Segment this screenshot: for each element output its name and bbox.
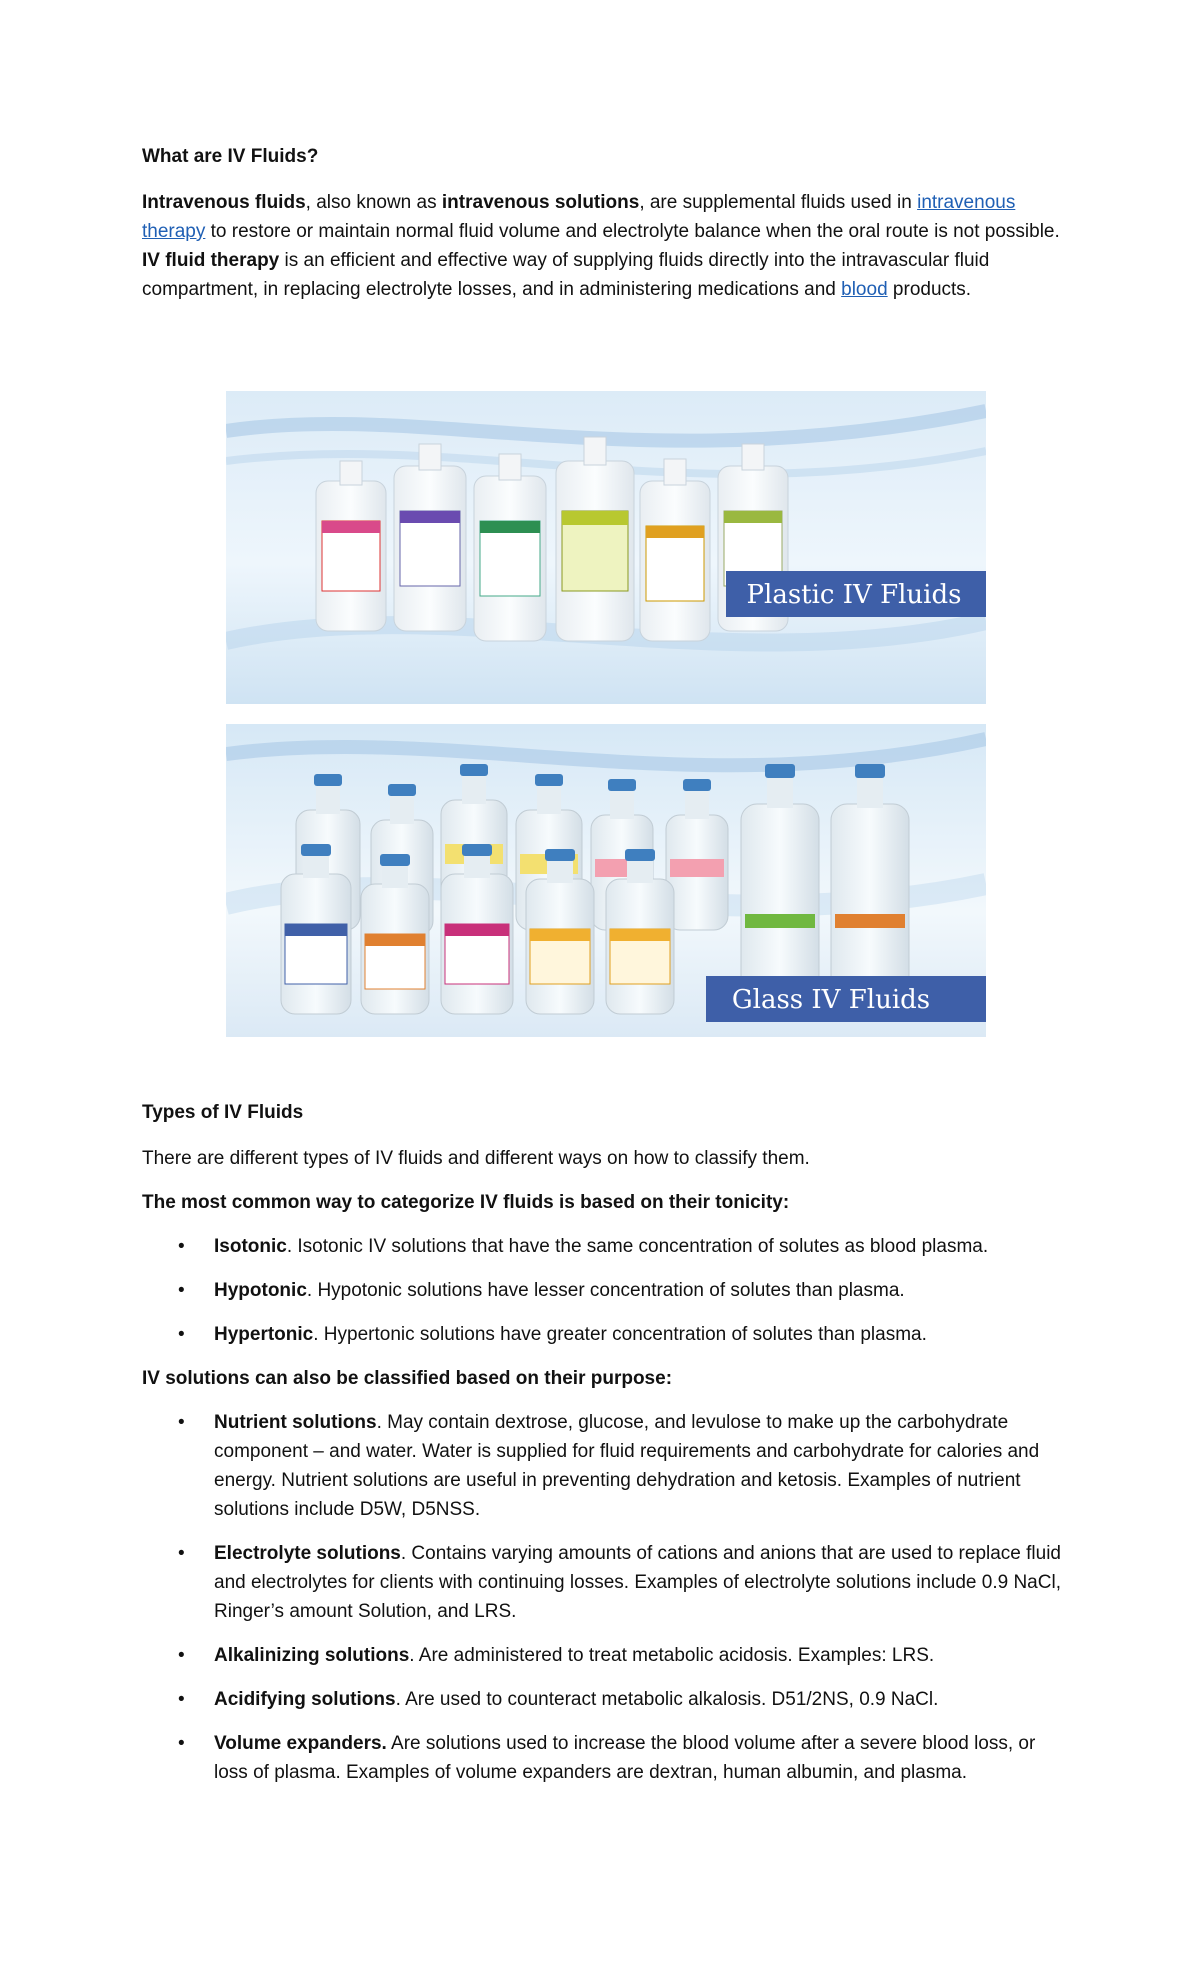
list-item (142, 1641, 1062, 1670)
list-term: Volume expanders. (214, 1733, 387, 1754)
section-heading-what-are-iv-fluids: What are IV Fluids? (142, 146, 319, 167)
glass-iv-fluids-image (226, 724, 986, 1037)
bullet-icon: • (178, 1645, 185, 1666)
list-item (142, 1232, 1062, 1261)
intro-section (142, 142, 1062, 320)
plastic-iv-fluids-image (226, 391, 986, 704)
text-run: products. (887, 279, 972, 300)
list-text: . Isotonic IV solutions that have the same concentration of solutes as blood plasma. (286, 1236, 989, 1257)
bold-term: Intravenous fluids (142, 192, 306, 213)
list-term: Nutrient solutions (214, 1412, 377, 1433)
list-term: Isotonic (214, 1236, 287, 1257)
list-term: Electrolyte solutions (214, 1543, 401, 1564)
bullet-icon: • (178, 1689, 185, 1710)
glass-iv-fluids-illustration (226, 724, 986, 1037)
bold-term: IV fluid therapy (142, 250, 280, 271)
list-item (142, 1320, 1062, 1349)
list-text: . Contains varying amounts of cations and anions that are used to replace fluid and electrolytes for clients with continuing losses. Examples of electrolyte solutions include 0.9 NaCl, Ringer’s amount Solution, and LRS. (214, 1543, 1061, 1622)
purpose-heading-text: IV solutions can also be classified based on their purpose: (142, 1368, 673, 1389)
plastic-iv-fluids-illustration (226, 391, 986, 704)
bullet-icon: • (178, 1236, 185, 1257)
list-text: Are solutions used to increase the blood volume after a severe blood loss, or loss of plasma. Examples of volume expanders are dextran, human albumin, and plasma. (214, 1733, 1036, 1783)
text-run: , also known as (305, 192, 442, 213)
text-run: , are supplemental fluids used in (639, 192, 918, 213)
list-term: Hypertonic (214, 1324, 314, 1345)
purpose-list (142, 1408, 1062, 1787)
text-run: to restore or maintain normal fluid volume and electrolyte balance when the oral route is not possible. (205, 221, 1060, 242)
list-item (142, 1539, 1062, 1626)
list-text: . Hypertonic solutions have greater concentration of solutes than plasma. (313, 1324, 927, 1345)
list-text: . May contain dextrose, glucose, and levulose to make up the carbohydrate component – and water. Water is supplied for fluid requirements and carbohydrate for calories and energy. Nutrient solutions are useful in preventing dehydration and ketosis. Examples of nutrient solutions include D5W, D5NSS. (214, 1412, 1040, 1520)
figure-caption: Glass IV Fluids (731, 985, 931, 1015)
list-text: . Are administered to treat metabolic acidosis. Examples: LRS. (409, 1645, 935, 1666)
types-intro: There are different types of IV fluids and different ways on how to classify them. (142, 1148, 810, 1169)
bullet-icon: • (178, 1280, 185, 1301)
text-run: is an efficient and effective way of supplying fluids directly into the intravascular fluid compartment, in replacing electrolyte losses, and in administering medications and (142, 250, 990, 300)
list-item (142, 1685, 1062, 1714)
bullet-icon: • (178, 1733, 185, 1754)
tonicity-list (142, 1232, 1062, 1349)
figure-caption: Plastic IV Fluids (746, 580, 962, 610)
blood-link[interactable]: blood (841, 279, 888, 300)
purpose-heading (142, 1364, 1062, 1393)
bullet-icon: • (178, 1412, 185, 1433)
list-text: . Hypotonic solutions have lesser concentration of solutes than plasma. (306, 1280, 905, 1301)
tonicity-heading-text: The most common way to categorize IV fluids is based on their tonicity: (142, 1192, 790, 1213)
list-item (142, 1729, 1062, 1787)
list-item (142, 1408, 1062, 1524)
section-heading-types: Types of IV Fluids (142, 1102, 304, 1123)
intravenous-therapy-link[interactable]: intravenous therapy (142, 192, 1016, 242)
bullet-icon: • (178, 1324, 185, 1345)
list-term: Acidifying solutions (214, 1689, 396, 1710)
tonicity-heading (142, 1188, 1062, 1217)
list-item (142, 1276, 1062, 1305)
types-section (142, 1098, 1062, 1802)
list-text: . Are used to counteract metabolic alkalosis. D51/2NS, 0.9 NaCl. (395, 1689, 939, 1710)
bullet-icon: • (178, 1543, 185, 1564)
intro-paragraph (142, 188, 1062, 304)
bold-term: intravenous solutions (441, 192, 640, 213)
list-term: Hypotonic (214, 1280, 307, 1301)
list-term: Alkalinizing solutions (214, 1645, 410, 1666)
